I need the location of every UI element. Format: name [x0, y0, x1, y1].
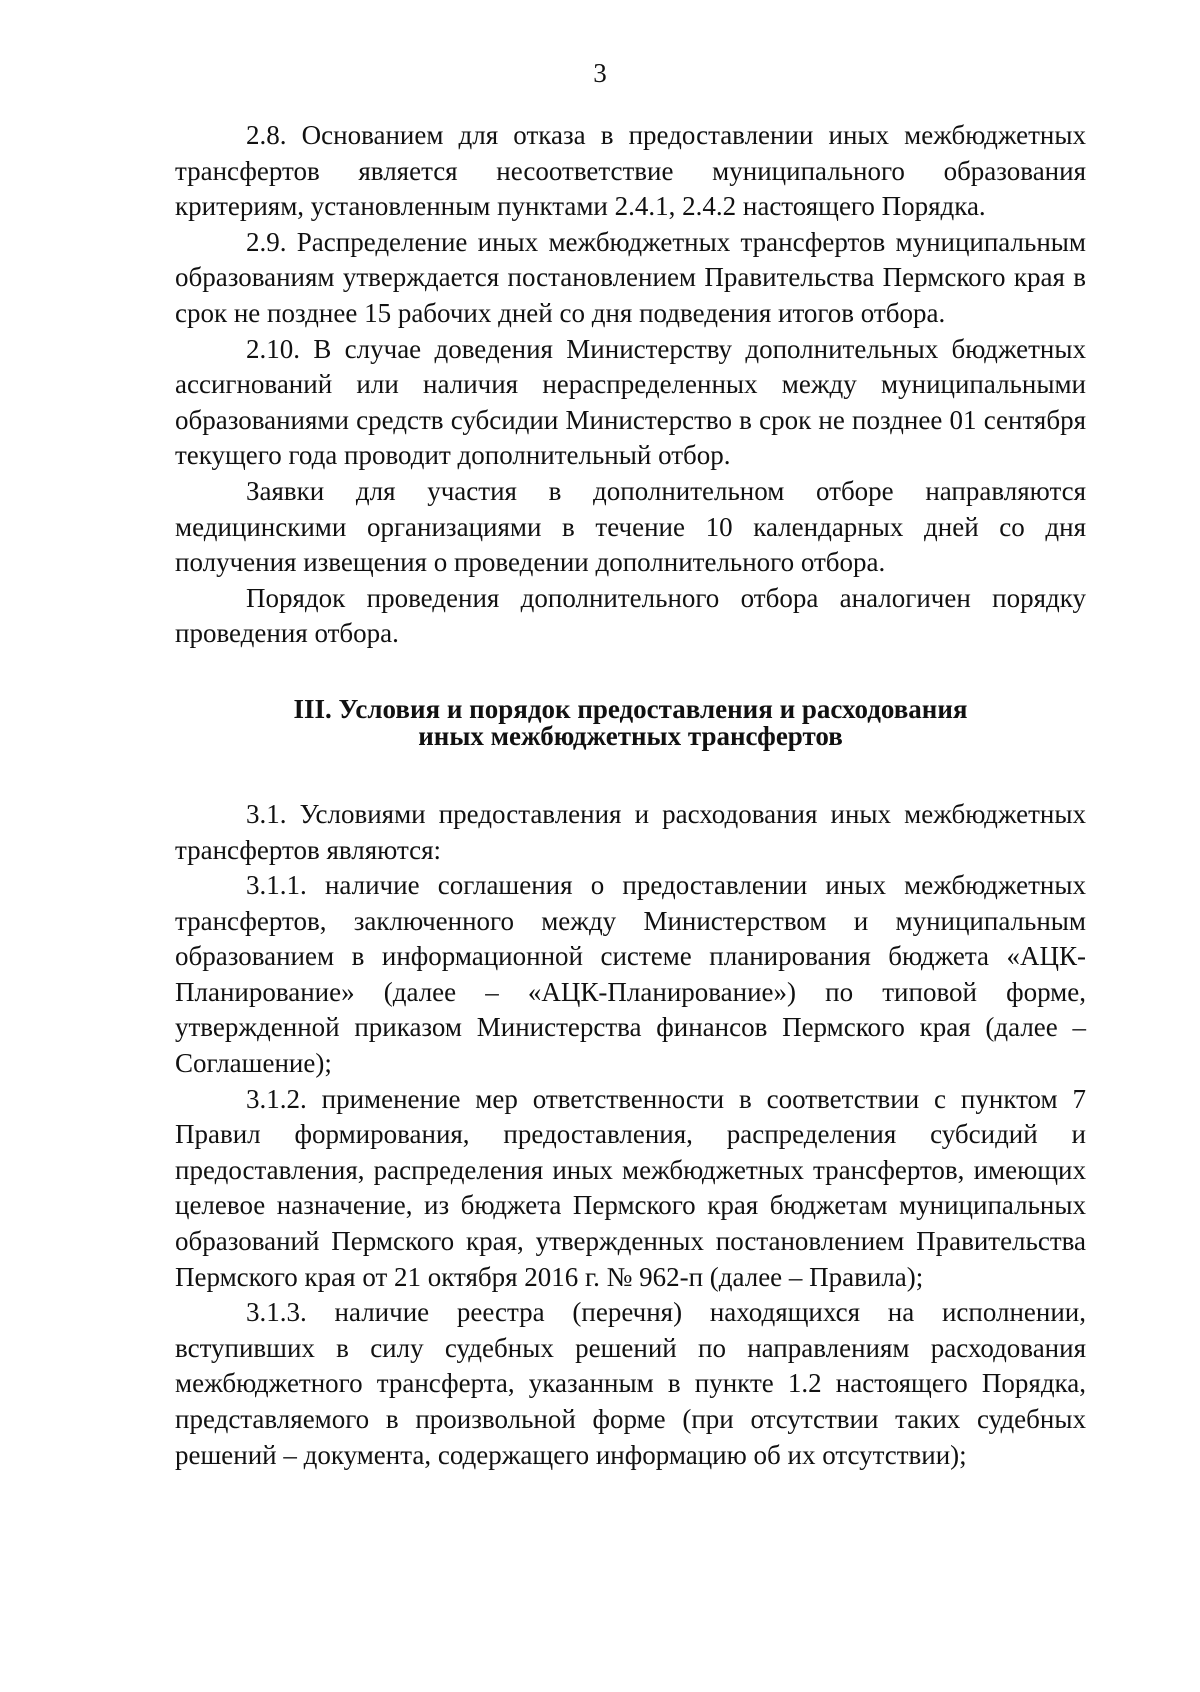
paragraph-2-8: 2.8. Основанием для отказа в предоставлении иных межбюджетных трансфертов является несоответствие муниципального образования критериям, установленным пунктами 2.4.1, 2.4.2 настоящего Порядка.: [175, 120, 1086, 222]
paragraph-3-1-3: 3.1.3. наличие реестра (перечня) находящихся на исполнении, вступивших в силу судебных решений по направлениям расходования межбюджетного трансферта, указанным в пункте 1.2 настоящего Порядка, представляемого в произвольной форме (при отсутствии таких судебных решений – документа, содержащего информацию об их отсутствии);: [175, 1297, 1086, 1470]
page-number: 3: [593, 58, 607, 88]
paragraph-2-10: 2.10. В случае доведения Министерству дополнительных бюджетных ассигнований или наличия нераспределенных между муниципальными образованиями средств субсидии Министерство в срок не позднее 01 сентября текущего года проводит дополнительный отбор.: [175, 333, 1086, 471]
paragraph-applications: Заявки для участия в дополнительном отборе направляются медицинскими организациями в течение 10 календарных дней со дня получения извещения о проведении дополнительного отбора.: [175, 475, 1086, 578]
paragraph-3-1-2: 3.1.2. применение мер ответственности в соответствии с пунктом 7 Правил формирования, предоставления, распределения субсидий и предоставления, распределения иных межбюджетных трансфертов, имеющих целевое назначение, из бюджета Пермского края бюджетам муниципальных образований Пермского края, утвержденных постановлением Правительства Пермского края от 21 октября 2016 г. № 962-п (далее – Правила);: [175, 1083, 1086, 1292]
paragraph-2-9: 2.9. Распределение иных межбюджетных трансфертов муниципальным образованиям утверждается постановлением Правительства Пермского края в срок не позднее 15 рабочих дней со дня подведения итогов отбора.: [175, 226, 1086, 328]
document-body: [175, 118, 1086, 1473]
section-heading: [175, 693, 1086, 751]
paragraph-3-1-1: 3.1.1. наличие соглашения о предоставлении иных межбюджетных трансфертов, заключенного между Министерством и муниципальным образованием в информационной системе планирования бюджета «АЦК-Планирование» (далее – «АЦК-Планирование») по типовой форме, утвержденной приказом Министерства финансов Пермского края (далее – Соглашение);: [175, 870, 1086, 1079]
section-heading-line-1: III. Условия и порядок предоставления и расходования: [293, 693, 968, 724]
paragraph-3-1: 3.1. Условиями предоставления и расходования иных межбюджетных трансфертов являются:: [175, 798, 1086, 865]
paragraph-procedure: Порядок проведения дополнительного отбора аналогичен порядку проведения отбора.: [175, 582, 1086, 649]
section-heading-line-2: иных межбюджетных трансфертов: [418, 720, 843, 751]
